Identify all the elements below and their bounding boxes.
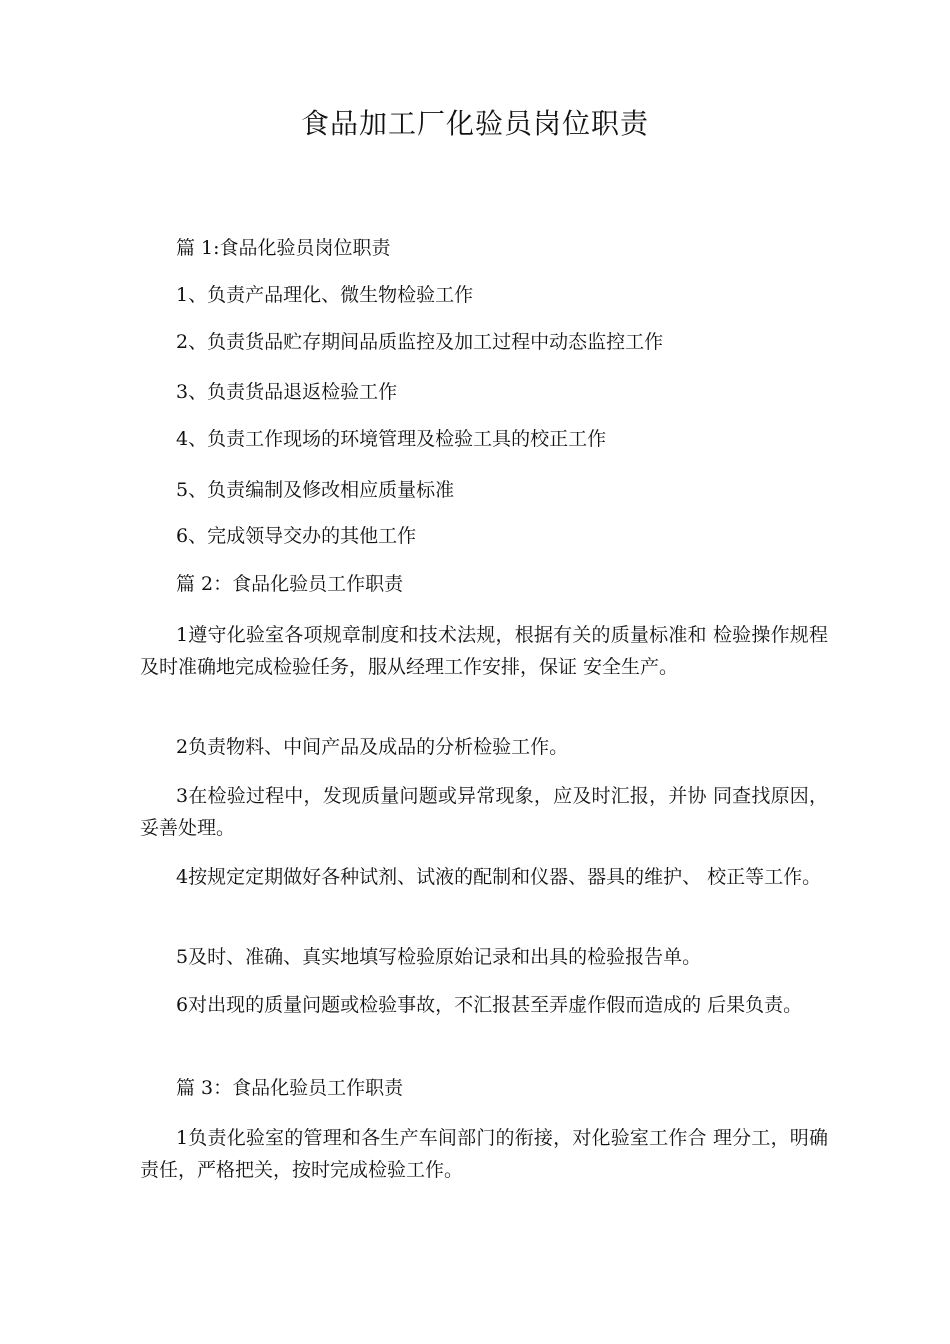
- section1-item: 4、负责工作现场的环境管理及检验工具的校正工作: [176, 428, 607, 450]
- section1-item: 6、完成领导交办的其他工作: [176, 525, 417, 547]
- section1-item: 2、负责货品贮存期间品质监控及加工过程中动态监控工作: [176, 331, 664, 353]
- section2-paragraph: 2负责物料、中间产品及成品的分析检验工作。: [176, 736, 569, 758]
- section3-heading: 篇 3：食品化验员工作职责: [176, 1077, 404, 1099]
- section2-paragraph: 5及时、准确、真实地填写检验原始记录和出具的检验报告单。: [176, 946, 702, 968]
- section2-paragraph: 4按规定定期做好各种试剂、试液的配制和仪器、器具的维护、 校正等工作。: [176, 866, 822, 888]
- section1-item: 1、负责产品理化、微生物检验工作: [176, 284, 474, 306]
- section3-paragraph: 1负责化验室的管理和各生产车间部门的衔接，对化验室工作合 理分工，明确责任，严格把关，按时完成检验工作。: [140, 1127, 828, 1181]
- document-title: 食品加工厂化验员岗位职责: [300, 107, 649, 140]
- section2-heading: 篇 2：食品化验员工作职责: [176, 573, 404, 595]
- section1-item: 5、负责编制及修改相应质量标准: [176, 479, 455, 501]
- section2-paragraph: 3在检验过程中，发现质量问题或异常现象，应及时汇报，并协 同查找原因，妥善处理。: [140, 785, 828, 839]
- section2-paragraph: 1遵守化验室各项规章制度和技术法规，根据有关的质量标准和 检验操作规程及时准确地完成检验任务，服从经理工作安排，保证 安全生产。: [140, 624, 828, 678]
- section1-heading: 篇 1:食品化验员岗位职责: [176, 237, 391, 259]
- section1-item: 3、负责货品退返检验工作: [176, 381, 398, 403]
- section2-paragraph: 6对出现的质量问题或检验事故，不汇报甚至弄虚作假而造成的 后果负责。: [176, 994, 803, 1016]
